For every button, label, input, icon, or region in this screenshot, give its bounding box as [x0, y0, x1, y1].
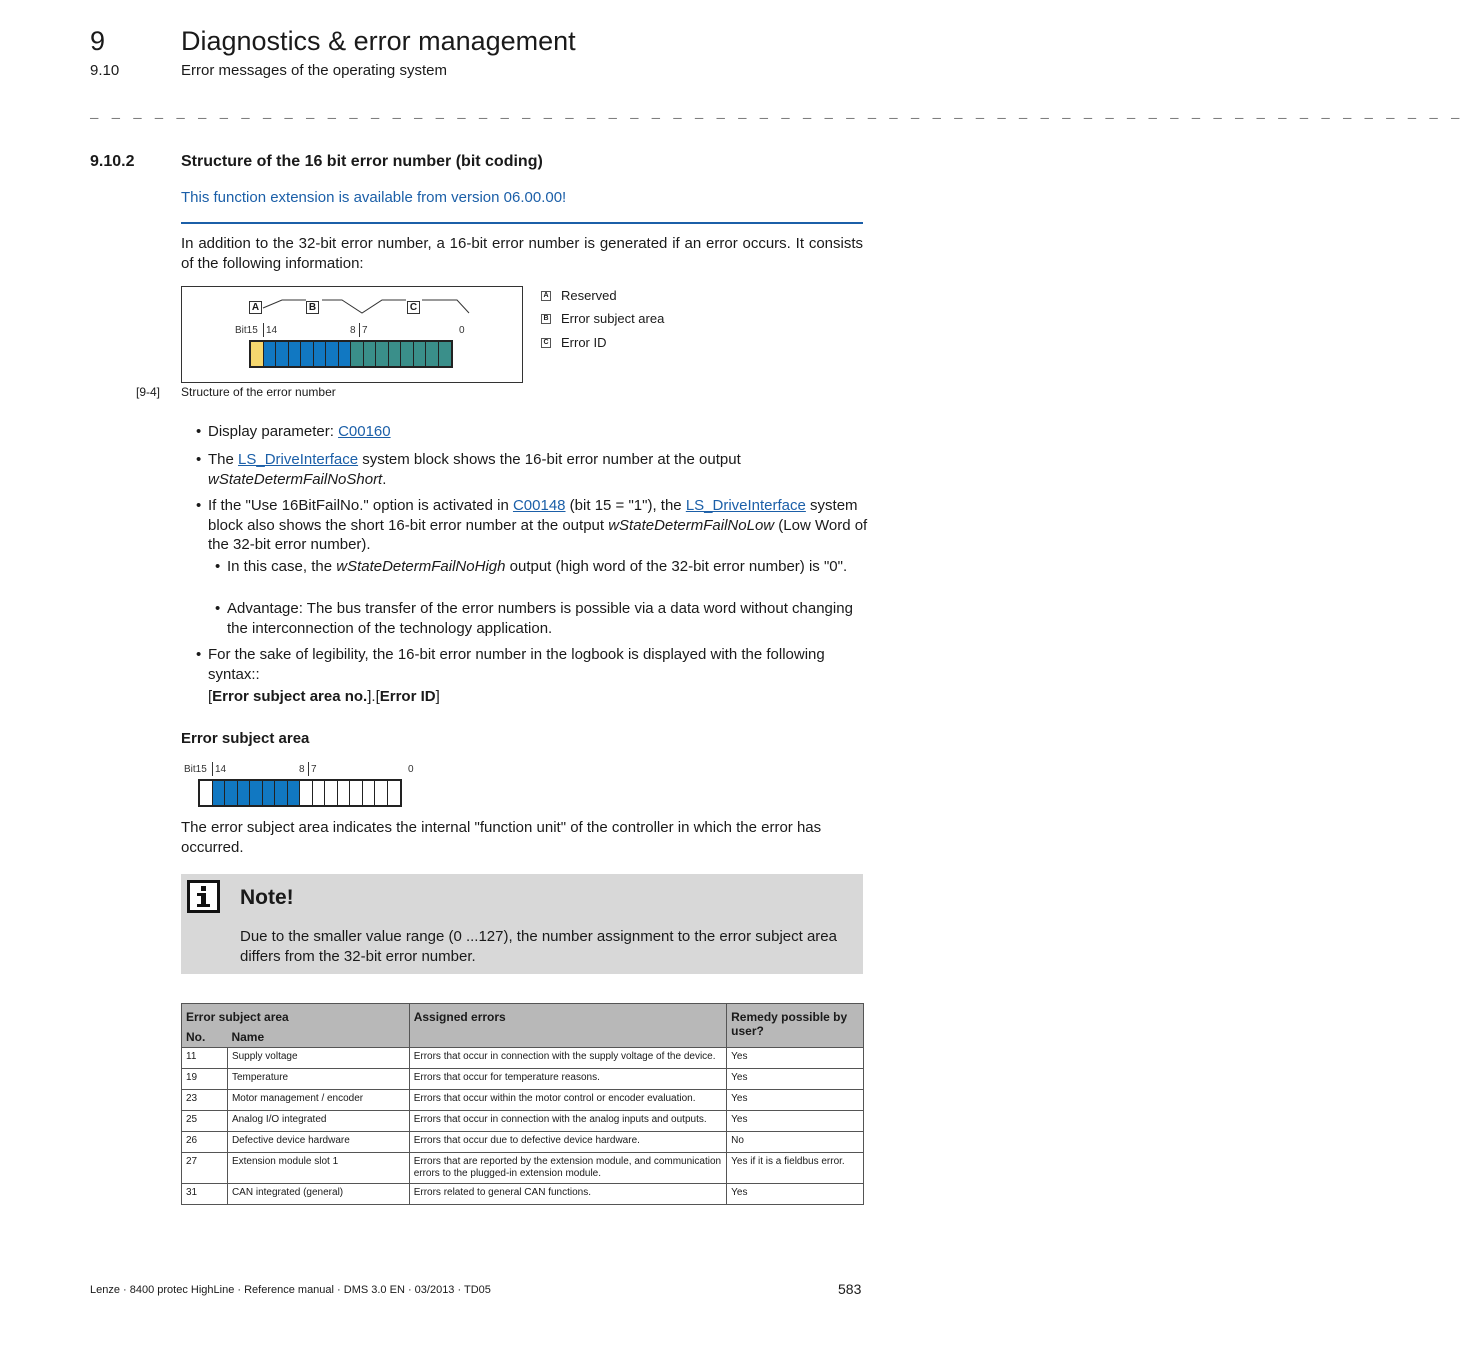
link-c00160[interactable]: C00160 [338, 423, 391, 440]
figure-caption: Structure of the error number [181, 385, 336, 399]
subsection-number: 9.10.2 [90, 153, 135, 170]
bullet-icon: • [196, 646, 202, 663]
availability-note: This function extension is available from version 06.00.00! [181, 189, 567, 206]
table-row: 11 Supply voltage Errors that occur in connection with the supply voltage of the device. Yes [182, 1048, 864, 1069]
bullet-icon: • [196, 423, 202, 440]
bullet-icon: • [215, 600, 221, 617]
bit-label-8: 8 [350, 325, 356, 336]
marker-b: B [306, 301, 319, 314]
bit-cell-subject [225, 781, 238, 805]
bit-cell-empty [300, 781, 313, 805]
marker-a: A [249, 301, 262, 314]
bit-label-7: 7 [362, 325, 368, 336]
bit-divider-8 [359, 323, 360, 337]
header-assigned-errors: Assigned errors [409, 1004, 726, 1048]
bullet-icon: • [196, 497, 202, 514]
legend-key-a: A [541, 291, 551, 301]
note-title: Note! [240, 886, 294, 909]
bullet-icon: • [215, 558, 221, 575]
bit-cell-id [426, 342, 439, 366]
section-title: Error messages of the operating system [181, 62, 447, 79]
bit-divider-15 [263, 323, 264, 337]
bit-cell-empty [375, 781, 388, 805]
note-text: Due to the smaller value range (0 ...127), the number assignment to the error subject area differs from the 32-bit error number. [240, 928, 837, 965]
page-number: 583 [838, 1281, 862, 1297]
bit-label-14: 14 [215, 764, 227, 775]
bit-cell-subject [326, 342, 339, 366]
footer-document-info: Lenze · 8400 protec HighLine · Reference manual · DMS 3.0 EN · 03/2013 · TD05 [90, 1284, 491, 1296]
header-no: No. [182, 1027, 228, 1048]
intro-paragraph: In addition to the 32-bit error number, a 16-bit error number is generated if an error occurs. It consists of the following information: [181, 235, 863, 272]
bit-cell-id [364, 342, 377, 366]
link-ls-driveinterface[interactable]: LS_DriveInterface [238, 451, 359, 468]
bit-label-0: 0 [459, 325, 465, 336]
header-name: Name [227, 1027, 409, 1048]
bit-label-7: 7 [311, 764, 317, 775]
bit-cell-id [376, 342, 389, 366]
legend-label: Error ID [561, 335, 607, 350]
bit-cells-colored [249, 340, 453, 368]
bit-cell-subject [238, 781, 251, 805]
table-row: 23 Motor management / encoder Errors that occur within the motor control or encoder evaluation. Yes [182, 1090, 864, 1111]
legend-key-b: B [541, 314, 551, 324]
subject-area-heading: Error subject area [181, 730, 310, 747]
table-row: 31 CAN integrated (general) Errors related to general CAN functions. Yes [182, 1184, 864, 1205]
bit-cell-empty [325, 781, 338, 805]
bit-cell-id [401, 342, 414, 366]
bit-cells-subject [198, 779, 402, 807]
bit-cell-empty [350, 781, 363, 805]
bit-cell-subject [288, 781, 301, 805]
legend-label: Reserved [561, 288, 617, 303]
bullet-icon: • [196, 451, 202, 468]
table-row: 26 Defective device hardware Errors that occur due to defective device hardware. No [182, 1132, 864, 1153]
chapter-number: 9 [90, 26, 106, 56]
bit-label-15: Bit15 [184, 764, 207, 775]
bit-cell-subject [314, 342, 327, 366]
bit-cell-subject [339, 342, 352, 366]
table-row: 19 Temperature Errors that occur for temperature reasons. Yes [182, 1069, 864, 1090]
bit-cell-subject [301, 342, 314, 366]
availability-rule [181, 222, 863, 224]
bit-cell-id [389, 342, 402, 366]
bit-cell-id [351, 342, 364, 366]
bit-cell-empty [388, 781, 401, 805]
bit-label-0: 0 [408, 764, 414, 775]
info-icon [187, 880, 220, 913]
table-row: 25 Analog I/O integrated Errors that occur in connection with the analog inputs and outputs. Yes [182, 1111, 864, 1132]
header-remedy: Remedy possible by user? [727, 1004, 864, 1048]
note-box [181, 874, 863, 974]
bit-label-14: 14 [266, 325, 278, 336]
bit-cell-empty [313, 781, 326, 805]
bit-cell-subject [213, 781, 226, 805]
header-error-subject-area: Error subject area [182, 1004, 410, 1028]
bit-cell-empty [363, 781, 376, 805]
link-c00148[interactable]: C00148 [512, 497, 566, 514]
section-number: 9.10 [90, 62, 120, 79]
bit-divider-15 [212, 762, 213, 776]
bit-cell-reserved [251, 342, 264, 366]
subsection-title: Structure of the 16 bit error number (bit coding) [181, 153, 543, 170]
figure-caption-number: [9-4] [136, 385, 161, 399]
header-separator: _ _ _ _ _ _ _ _ _ _ _ _ _ _ _ _ _ _ _ _ _ _ _ _ _ _ _ _ _ _ _ _ _ _ _ _ _ _ _ _ _ _ _ _ _ _ _ _ _ _ _ _ _ _ _ _ _ _ _ _ _ _ _ _ [90, 106, 1462, 122]
bit-cell-subject [289, 342, 302, 366]
marker-c: C [407, 301, 420, 314]
legend-label: Error subject area [561, 311, 665, 326]
bit-cell-subject [275, 781, 288, 805]
subject-bit-figure [181, 760, 421, 810]
table-row: 27 Extension module slot 1 Errors that are reported by the extension module, and communication errors to the plugged-in extension module. Yes if it is a fieldbus error. [182, 1153, 864, 1184]
bit-structure-figure [181, 286, 523, 383]
error-subject-table [181, 1003, 864, 1205]
bit-cell-empty [200, 781, 213, 805]
bit-cell-empty [338, 781, 351, 805]
bit-cell-subject [263, 781, 276, 805]
bit-cell-subject [264, 342, 277, 366]
bit-label-8: 8 [299, 764, 305, 775]
logbook-syntax: [Error subject area no.].[Error ID] [208, 688, 440, 705]
subject-area-paragraph: The error subject area indicates the internal "function unit" of the controller in which the error has occurred. [181, 819, 822, 856]
chapter-title: Diagnostics & error management [181, 26, 576, 56]
bit-cell-id [439, 342, 452, 366]
bit-cell-subject [250, 781, 263, 805]
bit-cell-id [414, 342, 427, 366]
bit-label-15: Bit15 [235, 325, 258, 336]
legend-key-c: C [541, 338, 551, 348]
bit-cell-subject [276, 342, 289, 366]
link-ls-driveinterface-2[interactable]: LS_DriveInterface [685, 497, 806, 514]
bit-divider-8 [308, 762, 309, 776]
